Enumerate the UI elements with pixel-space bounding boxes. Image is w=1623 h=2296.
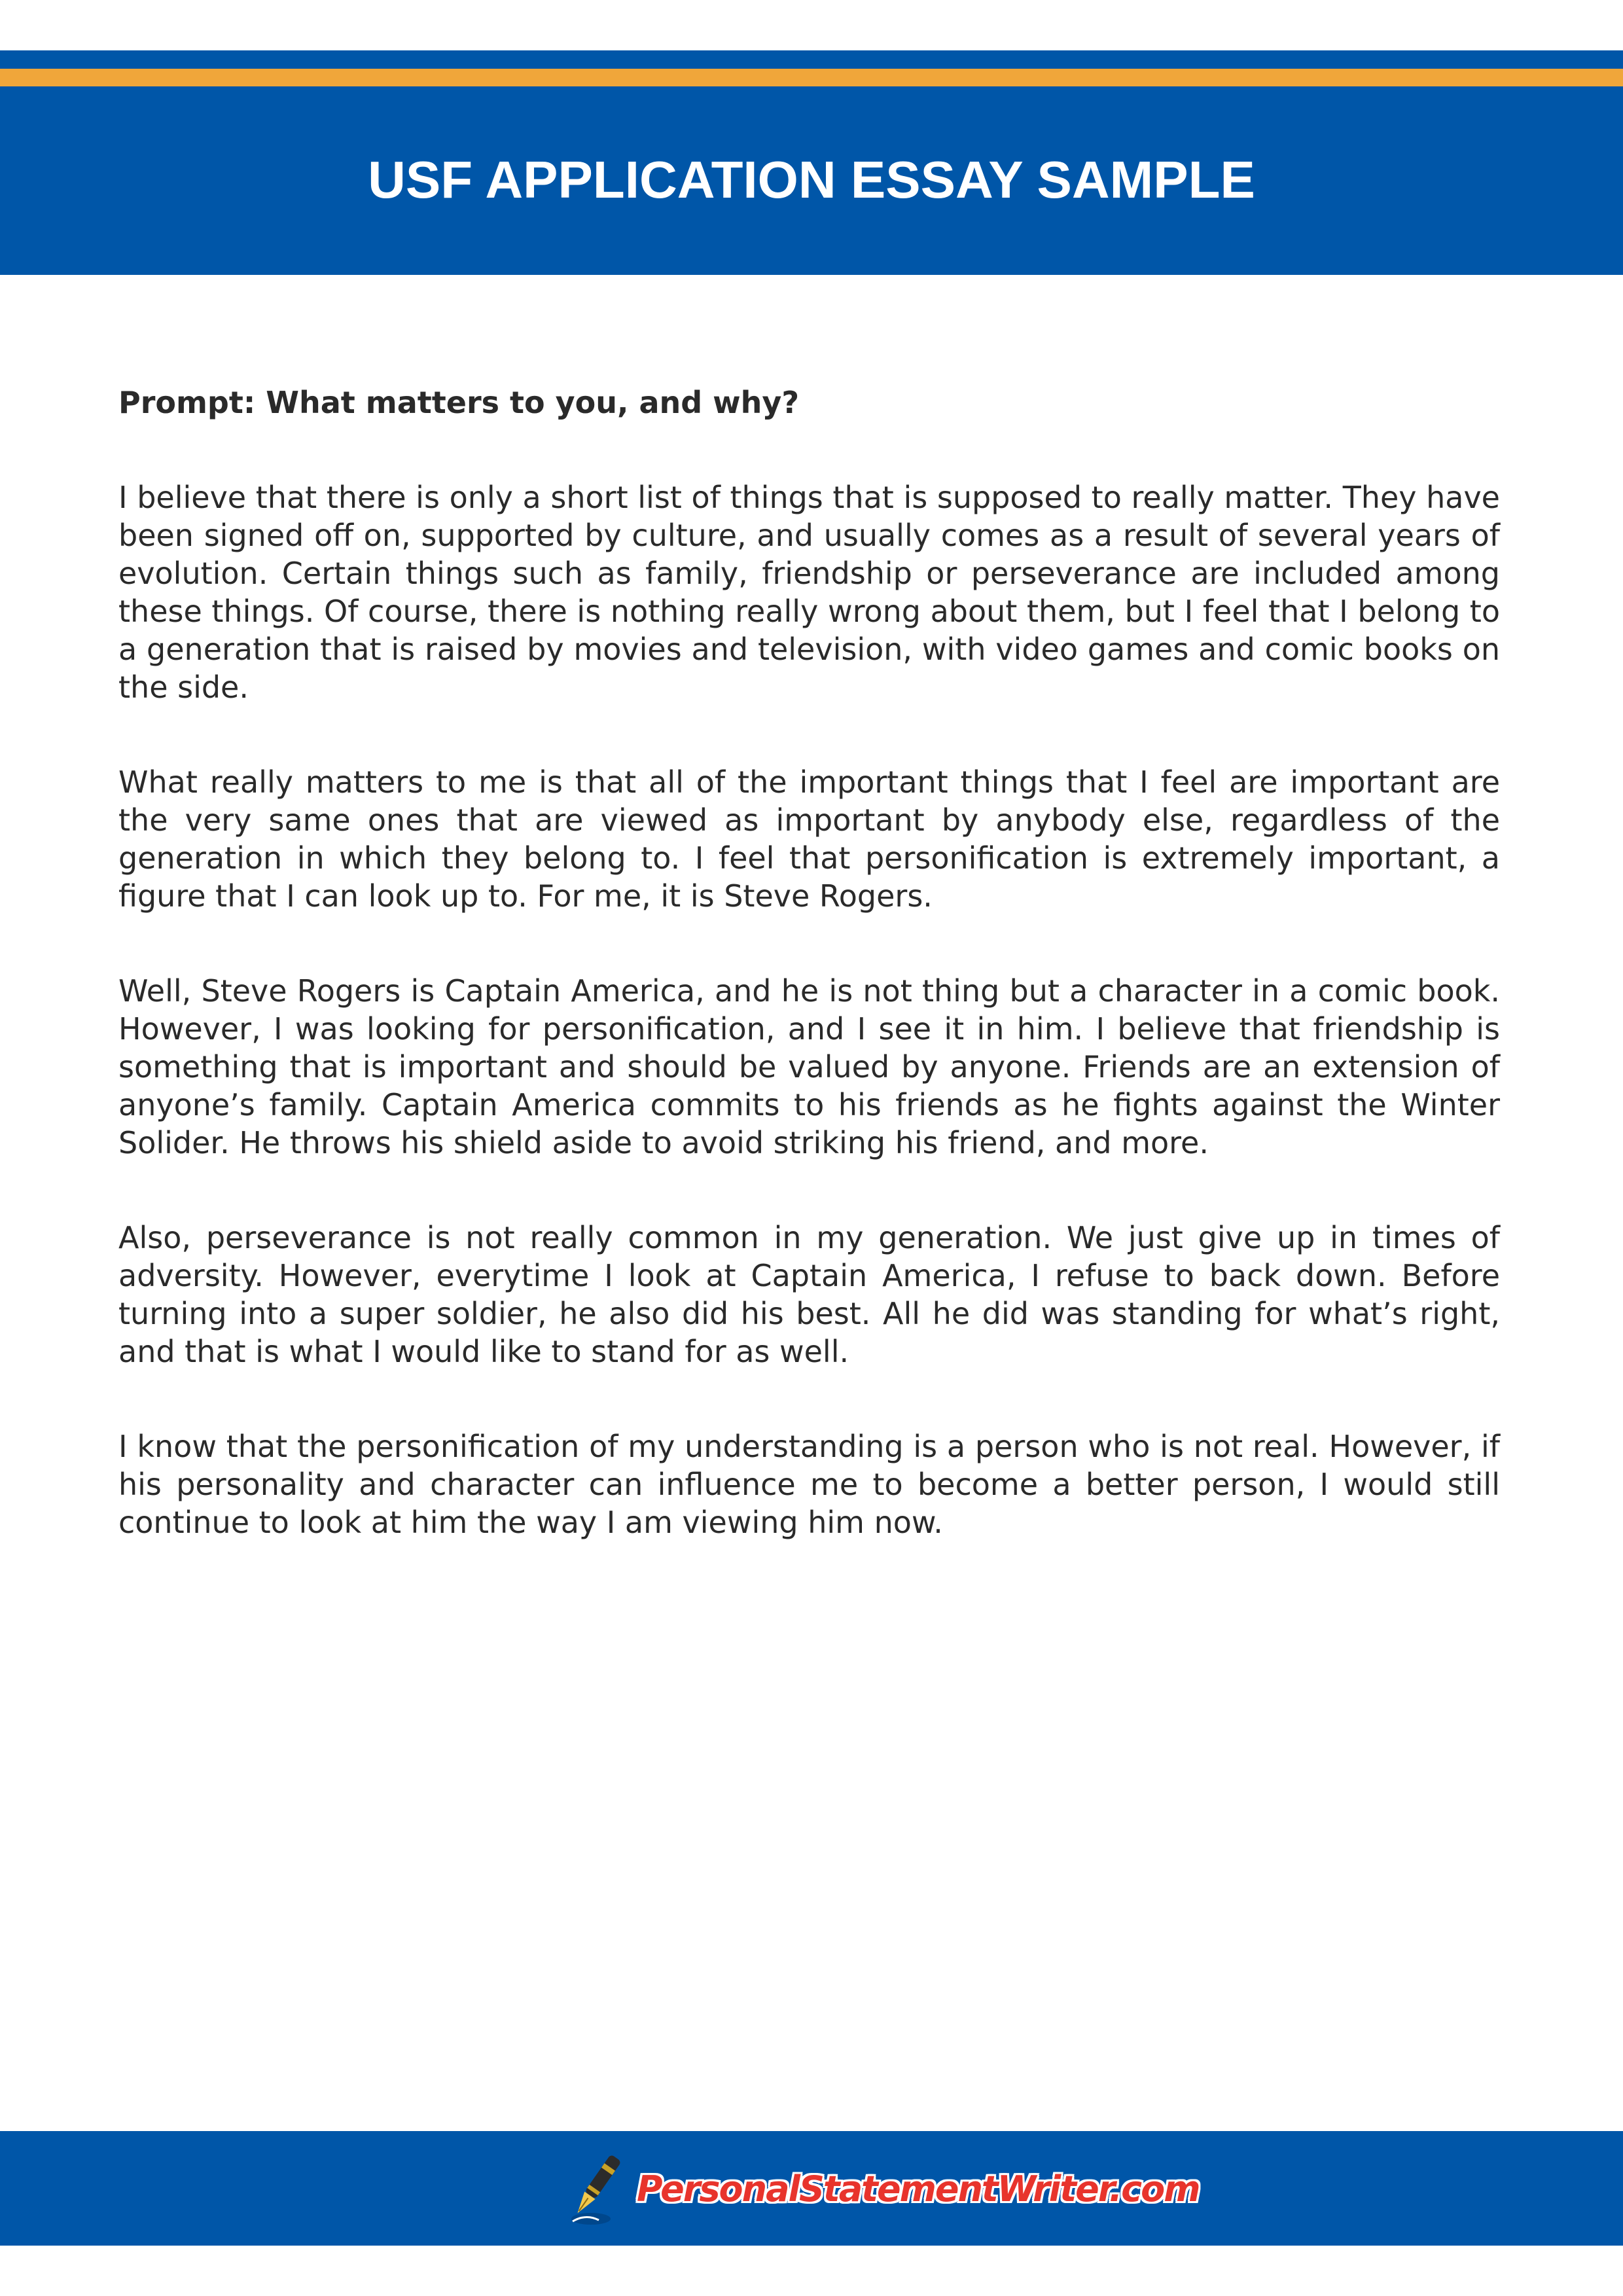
essay-paragraph: Well, Steve Rogers is Captain America, and he is not thing but a character in a comic book. However, I was looking for personification, and I see it in him. I believe that friendship is something that is important and should be valued by anyone. Friends are an extension of anyone’s family. Captain America commits to his friends as he fights against the Winter Solider. He throws his shield aside to avoid striking his friend, and more. (118, 973, 1500, 1160)
essay-paragraph: I know that the personification of my understanding is a person who is not real. However, if his personality and character can influence me to become a better person, I would still continue to look at him the way I am viewing him now. (118, 1429, 1500, 1540)
page-title: USF APPLICATION ESSAY SAMPLE (368, 151, 1255, 209)
essay-prompt: Prompt: What matters to you, and why? (118, 385, 800, 420)
essay-paragraph: I believe that there is only a short list of things that is supposed to really matter. They have been signed off on, supported by culture, and usually comes as a result of several years of evolution. Certain things such as family, friendship or perseverance are included among these things. Of course, there is nothing really wrong about them, but I feel that I belong to a generation that is raised by movies and television, with video games and comic books on the side. (118, 480, 1500, 705)
footer-logo[interactable] (560, 2148, 1200, 2230)
fountain-pen-icon (560, 2148, 632, 2230)
logo-text: PersonalStatementWriter.com (637, 2168, 1200, 2210)
header-accent-stripe (0, 69, 1623, 86)
essay-body (118, 384, 1500, 1541)
essay-paragraph: What really matters to me is that all of the important things that I feel are important are the very same ones that are viewed as important by anybody else, regardless of the generation in which they belong to. I feel that personification is extremely important, a figure that I can look up to. For me, it is Steve Rogers. (118, 764, 1500, 914)
essay-paragraph: Also, perseverance is not really common in my generation. We just give up in times of adversity. However, everytime I look at Captain America, I refuse to back down. Before turning into a super soldier, he also did his best. All he did was standing for what’s right, and that is what I would like to stand for as well. (118, 1220, 1500, 1369)
